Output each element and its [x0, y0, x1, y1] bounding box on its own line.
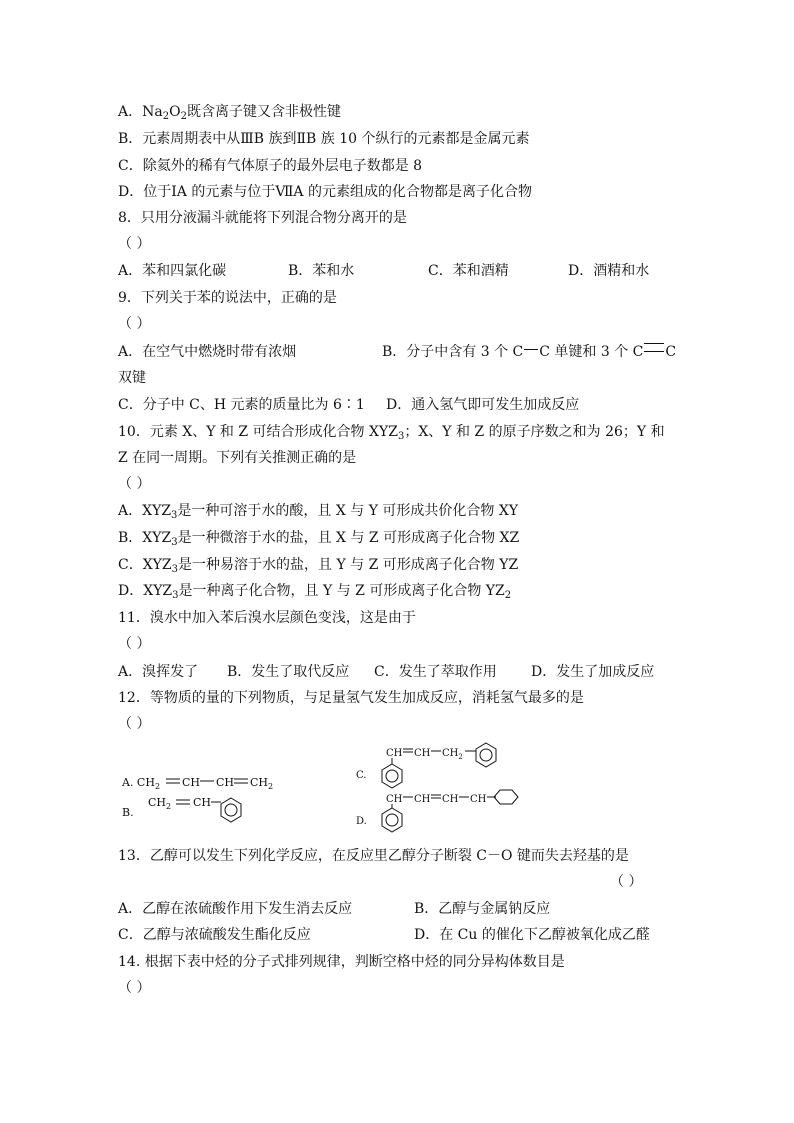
benzene-ring-icon	[221, 798, 241, 822]
svg-text:CH: CH	[193, 796, 212, 809]
q8-option-a: A．苯和四氯化碳	[118, 263, 227, 279]
q11-option-c: C．发生了萃取作用	[374, 664, 497, 680]
q8-stem: 8．只用分液漏斗就能将下列混合物分离开的是	[118, 210, 407, 226]
q12-answer-paren: （ ）	[118, 716, 151, 732]
structure-d	[356, 790, 518, 832]
benzene-ring-icon	[382, 808, 402, 832]
q11-option-d: D．发生了加成反应	[531, 664, 655, 680]
q13-option-c: C．乙醇与浓硫酸发生酯化反应	[118, 927, 311, 943]
svg-text:CH: CH	[386, 794, 403, 805]
q11-option-b: B．发生了取代反应	[227, 664, 350, 680]
q9-option-b-continued: 双键	[118, 370, 146, 386]
q10-option-c: C．$XYZ_3$是一种易溶于水的盐，且 Y 与 Z 可形成离子化合物 YZ	[118, 557, 519, 575]
q7-option-c: C．除氦外的稀有气体原子的最外层电子数都是 8	[118, 158, 423, 174]
double-bond-line	[644, 343, 664, 352]
q7-option-b: B．元素周期表中从ⅢB 族到ⅡB 族 10 个纵行的元素都是金属元素	[118, 131, 530, 147]
svg-text:D.: D.	[356, 816, 367, 827]
q10-stem-line1: 10．元素 X、Y 和 Z 可结合形成化合物 $XYZ_3$；X、Y 和 Z 的原子序数之和为 26；Y 和	[118, 424, 665, 442]
q13-option-d: D．在 Cu 的催化下乙醇被氧化成乙醛	[414, 927, 650, 943]
q11-option-a: A．溴挥发了	[118, 664, 199, 680]
svg-text:CH2: $CH_2$	[442, 748, 463, 761]
svg-text:CH: CH	[414, 794, 431, 805]
svg-text:CH: CH	[216, 776, 235, 789]
svg-text:CH: CH	[442, 794, 459, 805]
q14-stem: 14. 根据下表中烃的分子式排列规律，判断空格中烃的同分异构体数目是	[118, 954, 565, 970]
structure-c	[356, 743, 496, 788]
q12-stem: 12．等物质的量的下列物质，与足量氢气发生加成反应，消耗氢气最多的是	[118, 690, 584, 706]
q13-option-a: A．乙醇在浓硫酸作用下发生消去反应	[118, 901, 353, 917]
q10-answer-paren: （ ）	[118, 476, 151, 492]
structure-b	[122, 796, 241, 822]
svg-text:CH: CH	[414, 748, 431, 759]
q11-answer-paren: （ ）	[118, 636, 151, 652]
q8-option-d: D．酒精和水	[568, 263, 650, 279]
q9-option-d: D．通入氢气即可发生加成反应	[386, 397, 580, 413]
svg-text:CH2: $CH_2$	[250, 776, 274, 791]
q8-option-b: B．苯和水	[288, 263, 355, 279]
q9-option-b: B．分子中含有 3 个 C C 单键和 3 个 C C	[382, 344, 677, 360]
q9-stem: 9．下列关于苯的说法中，正确的是	[118, 290, 337, 306]
q7-option-d: D．位于ⅠA 的元素与位于ⅦA 的元素组成的化合物都是离子化合物	[118, 184, 532, 200]
q13-stem: 13．乙醇可以发生下列化学反应，在反应里乙醇分子断裂 C－O 键而失去羟基的是	[118, 848, 629, 864]
q9-answer-paren: （ ）	[118, 316, 151, 332]
cyclohexane-ring-icon	[494, 790, 518, 804]
benzene-ring-icon	[476, 743, 496, 767]
structures-a-b	[118, 740, 318, 836]
svg-text:B.: B.	[122, 806, 134, 819]
benzene-ring-icon	[382, 764, 402, 788]
q10-stem-line2: Z 在同一周期。下列有关推测正确的是	[118, 450, 357, 466]
q13-option-b: B．乙醇与金属钠反应	[414, 901, 551, 917]
svg-text:CH: CH	[470, 794, 487, 805]
q13-answer-paren: （ ）	[610, 874, 643, 890]
svg-text:CH: CH	[386, 748, 403, 759]
q14-answer-paren: （ ）	[118, 980, 151, 996]
structure-a	[121, 776, 273, 791]
svg-text:CH2: $CH_2$	[148, 796, 172, 811]
svg-text:C.: C.	[356, 770, 367, 781]
q8-option-c: C．苯和酒精	[428, 263, 509, 279]
q9-option-c: C．分子中 C、H 元素的质量比为 6∶1	[118, 397, 365, 413]
q11-stem: 11．溴水中加入苯后溴水层颜色变浅，这是由于	[118, 610, 416, 626]
q10-option-d: D．$XYZ_3$是一种离子化合物，且 Y 与 Z 可形成离子化合物 $YZ_2$	[118, 583, 512, 601]
single-bond-line	[524, 349, 538, 350]
structures-c-d	[352, 742, 562, 832]
svg-text:A. CH2: A. $CH_2$	[122, 776, 161, 791]
q10-option-b: B．$XYZ_3$是一种微溶于水的盐，且 X 与 Z 可形成离子化合物 XZ	[118, 530, 520, 548]
q9-option-a: A．在空气中燃烧时带有浓烟	[118, 344, 297, 360]
q7-option-a: A．$Na_2O_2$既含离子键又含非极性键	[118, 104, 341, 122]
q10-option-a: A．$XYZ_3$是一种可溶于水的酸，且 X 与 Y 可形成共价化合物 XY	[118, 503, 519, 521]
svg-text:CH: CH	[182, 776, 201, 789]
q8-answer-paren: （ ）	[118, 236, 151, 252]
